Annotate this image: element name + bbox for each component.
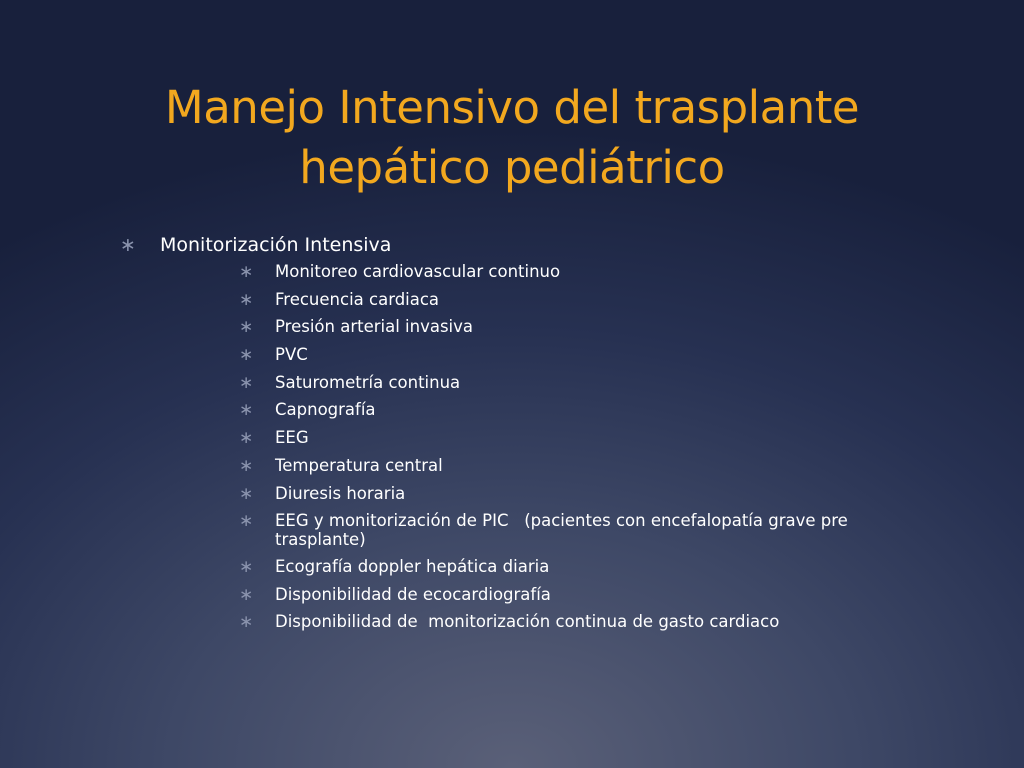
asterisk-bullet-icon: ∗	[120, 234, 136, 256]
list-item-text: Disponibilidad de monitorización continua de gasto cardiaco	[275, 612, 780, 632]
asterisk-bullet-icon: ∗	[239, 262, 254, 282]
asterisk-bullet-icon: ∗	[239, 455, 254, 476]
asterisk-bullet-icon: ∗	[239, 345, 254, 366]
asterisk-bullet-icon: ∗	[239, 584, 254, 605]
list-item-text: Monitoreo cardiovascular continuo	[275, 262, 561, 281]
level1-item-text: Monitorización Intensiva	[160, 234, 392, 256]
list-item-text: PVC	[275, 345, 308, 365]
monitoring-list	[239, 262, 929, 640]
list-item	[239, 557, 929, 577]
list-item	[239, 400, 929, 420]
list-item-text: Frecuencia cardiaca	[275, 289, 440, 309]
asterisk-bullet-icon: ∗	[239, 556, 254, 577]
list-item-text: Saturometría continua	[275, 372, 461, 392]
list-item	[239, 428, 929, 448]
slide-title	[40, 78, 984, 198]
asterisk-bullet-icon: ∗	[239, 612, 254, 633]
list-item	[239, 345, 929, 365]
asterisk-bullet-icon: ∗	[239, 511, 254, 532]
list-item	[239, 456, 929, 476]
level1-bullet-item	[120, 230, 391, 260]
list-item-text: Temperatura central	[275, 455, 443, 475]
list-item-text: EEG	[275, 428, 309, 448]
list-item	[239, 612, 929, 632]
asterisk-bullet-icon: ∗	[239, 483, 254, 504]
asterisk-bullet-icon: ∗	[239, 428, 254, 449]
list-item-text: Diuresis horaria	[275, 483, 406, 503]
asterisk-bullet-icon: ∗	[239, 317, 254, 338]
list-item	[239, 290, 929, 310]
asterisk-bullet-icon: ∗	[239, 400, 254, 421]
list-item-text: Capnografía	[275, 400, 376, 420]
slide-title-line-2: hepático pediátrico	[299, 141, 725, 194]
list-item	[239, 317, 929, 337]
list-item	[239, 511, 929, 549]
list-item-text: Disponibilidad de ecocardiografía	[275, 584, 551, 604]
list-item-text: Presión arterial invasiva	[275, 317, 474, 337]
asterisk-bullet-icon: ∗	[239, 372, 254, 393]
slide-title-line-1: Manejo Intensivo del trasplante	[164, 81, 860, 134]
list-item-text: Ecografía doppler hepática diaria	[275, 556, 550, 576]
list-item-text: EEG y monitorización de PIC (pacientes con encefalopatía grave pre trasplante)	[275, 511, 854, 550]
list-item	[239, 262, 929, 282]
list-item	[239, 373, 929, 393]
asterisk-bullet-icon: ∗	[239, 289, 254, 310]
list-item	[239, 585, 929, 605]
list-item	[239, 484, 929, 504]
